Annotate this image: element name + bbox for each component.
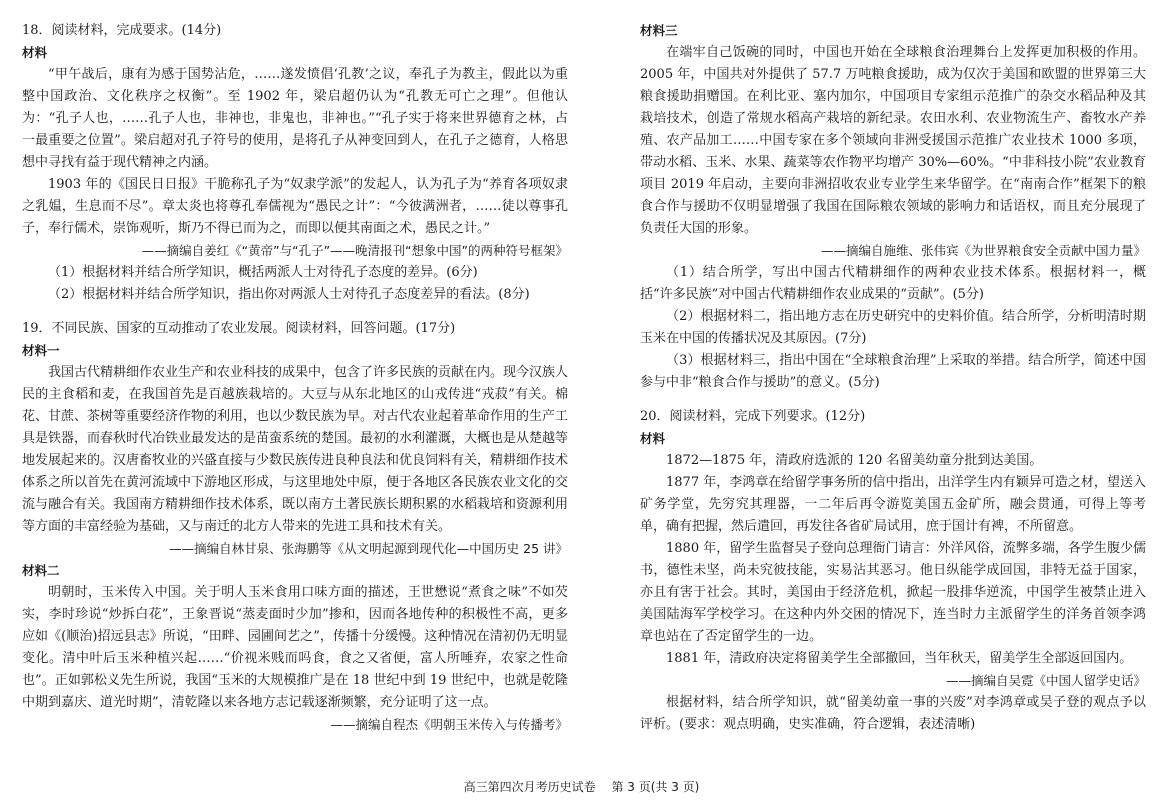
- material-three-label: 材料三: [640, 23, 678, 38]
- material-label: 材料: [22, 45, 48, 60]
- material-source: ——摘编自吴霓《中国人留学史话》: [945, 673, 1146, 688]
- material-two-text: 明朝时，玉米传入中国。关于明人玉米食用口味方面的描述，王世懋说“煮食之味”不如芡实，李时珍说“炒拆白花”，王象晋说“蒸麦面时少加”掺和，因而各地传种的积极性不高，更多应如《(顺治)招远县志》所说，“田畔、园圃间艺之”，传播十分缓慢。这种情况在清初仍无明显变化。清中叶后玉米种植兴起……“价视米贱而吗食，食之又省便，富人所唾弃，农家之性命也”。正如郭松义先生所说，我国“玉米的大规模推广是在 18 世纪中到 19 世纪中，也就是乾隆中期到嘉庆、道光时期”，清乾隆以来各地方志记载逐渐频繁，充分证明了这一点。: [22, 585, 568, 710]
- page-footer: [0, 776, 1163, 798]
- material-three-source: ——摘编自施维、张伟宾《为世界粮食安全贡献中国力量》: [820, 243, 1146, 258]
- question-18-title: 18．阅读材料，完成要求。(14分): [22, 23, 222, 38]
- material-paragraph: “甲午战后，康有为感于国势沾危，……遂发愤倡‘孔教’之议，奉孔子为教主，假此以为重整中国政治、文化秩序之权衡”。至 1902 年，梁启超仍认为“孔教无可亡之理”。但他认为：“孔子人也，……孔子人也，非神也，非鬼也，非神也。”“孔子实于将来世界德育之林，占一最重要之位置”。梁启超对孔子符号的使用，是将孔子从神变回到人，在孔子之德育，人格思想中寻找有益于现代精神之内涵。: [22, 67, 568, 170]
- question-19-title: 19．不同民族、国家的互动推动了农业发展。阅读材料，回答问题。(17分): [22, 321, 456, 336]
- material-one-label: 材料一: [22, 343, 60, 358]
- material-three-text: 在端牢自己饭碗的同时，中国也开始在全球粮食治理舞台上发挥更加积极的作用。2005 年，中国共对外提供了 57.7 万吨粮食援助，成为仅次于美国和欧盟的世界第三大粮食援助捐赠国。在利比亚、塞内加尔，中国项目专家组示范推广的杂交水稻品种及其栽培技术，创造了常规水稻高产栽培的新纪录。农田水利、农业物流生产、畜牧水产养殖、农产品加工……中国专家在多个领域向非洲受援国示范推广农业技术 1000 多项，带动水稻、玉米、水果、蔬菜等农作物平均增产 30%—60%。“中非科技小院”农业教育项目 2019 年启动，主要向非洲招收农业专业学生来华留学。在“南南合作”框架下的粮食合作与援助不仅明显增强了我国在国际粮农领域的影响力和话语权，而且充分展现了负责任大国的形象。: [640, 45, 1146, 236]
- material-paragraph: 1880 年，留学生监督吴子登向总理衙门请言：外洋风俗，流弊多端，各学生腹少儒书，德性未坚，尚未究彼技能，实易沾其恶习。他日纵能学成回国，非特无益于国家，亦且有害于社会。其时，美国由于经济危机，掀起一股排华逆流，中国学生被禁止进入美国陆海军学校学习。在这种内外交困的情况下，连当时力主派留学生的洋务首领李鸿章也站在了否定留学生的一边。: [640, 541, 1146, 644]
- material-two-source: ——摘编自程杰《明朝玉米传入与传播考》: [330, 717, 568, 732]
- material-paragraph: 1877 年，李鸿章在给留学事务所的信中指出，出洋学生内有颖异可造之材，望送入矿务学堂，先穷究其理器，一二年后再令游览美国五金矿所，融会贯通，可得上等考单，确有把握，然后遣回，再发往各省矿局试用，庶于国计有裨，不所留意。: [640, 475, 1146, 534]
- right-column: [640, 20, 1146, 736]
- material-paragraph: 1872—1875 年，清政府选派的 120 名留美幼童分批到达美国。: [666, 453, 1043, 468]
- sub-question-1: （1）结合所学，写出中国古代精耕细作的两种农业技术体系。根据材料一，概括“许多民族”对中国古代精耕细作农业成果的“贡献”。(5分): [640, 265, 1146, 302]
- sub-question-3: （3）根据材料三，指出中国在“全球粮食治理”上采取的举措。结合所学，简述中国参与中非“粮食合作与援助”的意义。(5分): [640, 353, 1146, 390]
- left-column: [22, 20, 568, 736]
- material-one-text: 我国古代精耕细作农业生产和农业科技的成果中，包含了许多民族的贡献在内。现今汉族人民的主食稻和麦，在我国首先是百越族栽培的。大豆与从东北地区的山戎传进“戎菽”有关。棉花、甘蔗、茶树等重要经济作物的利用，也以少数民族为早。对古代农业起着革命作用的生产工具是铁器，而春秋时代冶铁业最发达的是苗蛮系统的楚国。最初的水利灌溉，大概也是从楚越等地发展起来的。汉唐畜牧业的兴盛直接与少数民族传进良种良法和优良饲料有关，精耕细作技术体系之所以首先在黄河流域中下游地区形成，与这里地处中原，便于各地区各民族农业文化的交流与融合有关。我国南方精耕细作技术体系，既以南方土著民族长期积累的水稻栽培和资源利用等方面的丰富经验为基础，又与南迁的北方人带来的先进工具和技术有关。: [22, 365, 569, 534]
- exam-name: 高三第四次月考历史试卷: [463, 780, 596, 794]
- material-two-label: 材料二: [22, 563, 60, 578]
- sub-question-2: （2）根据材料二，指出地方志在历史研究中的史料价值。结合所学，分析明清时期玉米在中国的传播状况及其原因。(7分): [640, 309, 1146, 346]
- sub-question-1: （1）根据材料并结合所学知识，概括两派人士对待孔子态度的差异。(6分): [48, 265, 478, 280]
- material-source: ——摘编自姜红《“黄帝”与“孔子”——晚清报刊“想象中国”的两种符号框架》: [141, 243, 568, 258]
- spacer: [22, 306, 568, 318]
- question-20-title: 20．阅读材料，完成下列要求。(12分): [640, 409, 866, 424]
- sub-question-2: （2）根据材料并结合所学知识，指出你对两派人士对待孔子态度差异的看法。(8分): [48, 287, 530, 302]
- question-requirement: 根据材料，结合所学知识，就“留美幼童一事的兴废”对李鸿章或吴子登的观点予以评析。(要求：观点明确，史实准确，符合逻辑，表述清晰): [640, 695, 1146, 732]
- page-number: 第 3 页(共 3 页): [611, 780, 700, 794]
- material-label: 材料: [640, 431, 666, 446]
- material-one-source: ——摘编自林甘泉、张海鹏等《从文明起源到现代化—中国历史 25 讲》: [169, 541, 568, 556]
- material-paragraph: 1903 年的《国民日日报》干脆称孔子为“奴隶学派”的发起人，认为孔子为“养育各项奴隶之乳媪，生息而不尽”。章太炎也将尊孔奉儒视为“愚民之计”：“今彼满洲者，……徒以尊事孔子，奉行儒术，崇饰观听，斯乃不得已而为之，而即以便其南面之术，愚民之计。”: [22, 177, 568, 236]
- material-paragraph: 1881 年，清政府决定将留美学生全部撤回，当年秋天，留美学生全部返回国内。: [666, 651, 1133, 666]
- spacer: [640, 394, 1146, 406]
